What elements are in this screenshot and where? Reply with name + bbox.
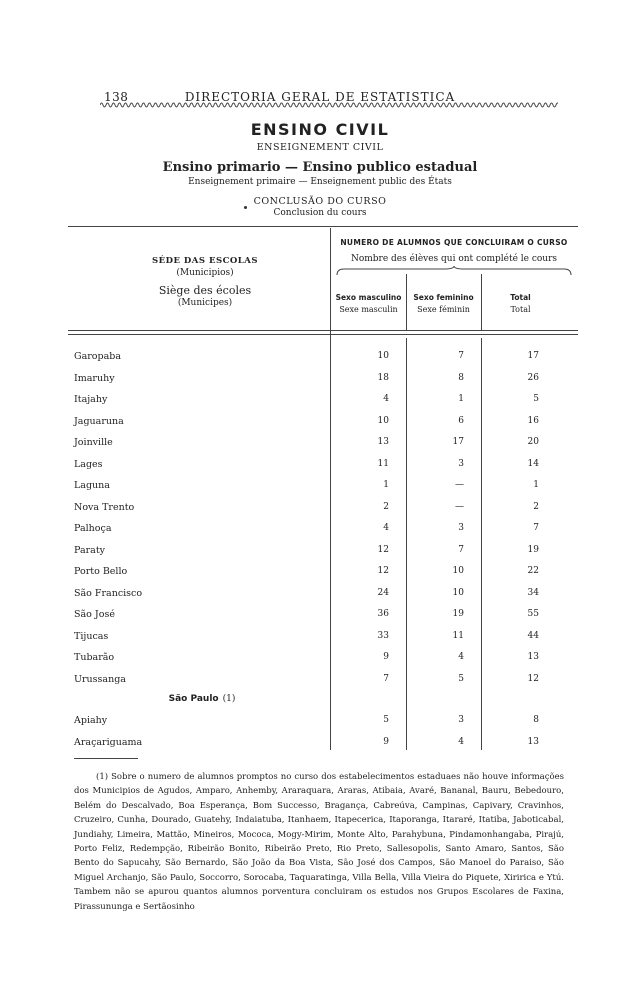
table-row-label: Joinville (74, 437, 113, 448)
value-male: 4 (383, 523, 389, 533)
value-female: 3 (458, 715, 464, 725)
value-total: 55 (527, 609, 539, 619)
value-total: 16 (527, 416, 539, 426)
subcolumn-divider (406, 274, 407, 330)
value-female: 7 (458, 545, 464, 555)
table-row-label: Itajahy (74, 394, 108, 405)
value-male: 24 (377, 588, 389, 598)
table-row-label: Palhoça (74, 523, 112, 534)
table-row-label: Porto Bello (74, 566, 128, 577)
value-total: 2 (533, 502, 539, 512)
value-total: 44 (527, 631, 539, 641)
value-female: 4 (458, 652, 464, 662)
value-total: 19 (527, 545, 539, 555)
value-total: 13 (527, 652, 539, 662)
footnote-rule (74, 758, 138, 759)
page-number: 138 (104, 90, 129, 104)
col-total-header: Total (510, 293, 531, 302)
table-heading-fr: Enseignement primaire — Enseignement public des États (188, 177, 452, 187)
table-row-label: Jaguaruna (74, 416, 124, 427)
value-male: 10 (377, 351, 389, 361)
table-row-label: Tubarão (74, 652, 115, 663)
footnote: (1) Sobre o numero de alumnos promptos no curso dos estabelecimentos estaduaes não houve informações dos Municipios de Agudos, Amparo, Anhemby, Araraquara, Araras, Atibaia, Avaré, Bananal, Bauru, Bebedouro, Belém do Descalvado, Boa Esperança, Bom Successo, Bragança, Cabreúva, Campinas, Capivary, Cravinhos, Cruzeiro, Cunha, Dourado, Guatehy, Indaiatuba, Itanhaem, Itapecerica, Itaporanga, Itararé, Itatiba, Jaboticabal, Jundiahy, Limeira, Mattão, Mineiros, Mococa, Mogy-Mirim, Monte Alto, Parahybuna, Pindamonhangaba, Pirajú, Porto Feliz, Redempção, Ribeirão Bonito, Ribeirão Preto, Rio Preto, Sallesopolis, Santo Amaro, Santos, São Bento do Sapucahy, São Bernardo, São João da Boa Vista, São José dos Campos, São Manoel do Paraiso, São Miguel Archanjo, São Paulo, Soccorro, Sorocaba, Taquaratinga, Villa Bella, Villa Vieira do Piquete, Xiririca e Ytú. Tambem não se apurou quantos alumnos porventura concluiram os estudos nos Grupos Escolares de Faxina, Pirassununga e Sertãosinho (74, 772, 564, 912)
value-total: 26 (527, 373, 539, 383)
header-rule (68, 330, 578, 331)
page-subtitle: ENSEIGNEMENT CIVIL (256, 142, 384, 153)
group-header-fr: Nombre des élèves qui ont complété le cours (350, 254, 558, 264)
value-male: 36 (377, 609, 389, 619)
value-male: 13 (377, 437, 389, 447)
col-school-header-fr: Siège des écoles (158, 284, 252, 297)
value-female: 10 (452, 588, 464, 598)
value-total: 5 (533, 394, 539, 404)
subcolumn-divider (481, 274, 482, 330)
value-male: 9 (383, 652, 389, 662)
value-total: 14 (527, 459, 539, 469)
table-row-label: Apiahy (74, 715, 108, 726)
value-total: 1 (533, 480, 539, 490)
value-female: 8 (458, 373, 464, 383)
table-row-label: Laguna (74, 480, 110, 491)
value-total: 17 (527, 351, 539, 361)
running-title: DIRECTORIA GERAL DE ESTATISTICA (184, 90, 456, 104)
table-row-label: Tijucas (74, 631, 109, 642)
footnote-ref: (1) (222, 694, 236, 704)
col-male-header: Sexo masculino (335, 293, 402, 302)
table-top-rule (68, 226, 578, 227)
value-male: 18 (377, 373, 389, 383)
section-title-fr: Conclusion du cours (273, 208, 367, 218)
col-school-sub: (Municipios) (176, 268, 234, 278)
value-male: 7 (383, 674, 389, 684)
state-name: São Paulo (168, 694, 219, 704)
value-male: 2 (383, 502, 389, 512)
value-female: 7 (458, 351, 464, 361)
value-male: 12 (377, 566, 389, 576)
value-female: — (455, 480, 464, 490)
page-title: ENSINO CIVIL (250, 120, 390, 139)
ink-dot (244, 206, 247, 209)
value-male: 5 (383, 715, 389, 725)
value-female: 5 (458, 674, 464, 684)
value-female: 3 (458, 523, 464, 533)
value-male: 9 (383, 737, 389, 747)
table-row-label: Garopaba (74, 351, 122, 362)
col-female-header-fr: Sexe féminin (417, 305, 470, 314)
group-header: NUMERO DE ALUMNOS QUE CONCLUIRAM O CURSO (340, 238, 568, 247)
table-row-label: Lages (74, 459, 103, 470)
value-male: 4 (383, 394, 389, 404)
col-total-header-fr: Total (510, 305, 531, 314)
value-female: 3 (458, 459, 464, 469)
wavy-rule (100, 100, 558, 110)
col-female-header: Sexo feminino (413, 293, 474, 302)
value-female: 17 (452, 437, 464, 447)
value-total: 7 (533, 523, 539, 533)
value-female: 11 (452, 631, 464, 641)
value-male: 33 (377, 631, 389, 641)
value-total: 13 (527, 737, 539, 747)
table-row-label: São José (74, 609, 115, 620)
value-male: 12 (377, 545, 389, 555)
group-brace (336, 266, 572, 276)
col-school-sub-fr: (Municipes) (177, 298, 233, 308)
header-rule-double (68, 334, 578, 335)
section-title: CONCLUSÃO DO CURSO (253, 196, 387, 207)
col-school-header: SÉDE DAS ESCOLAS (152, 256, 258, 266)
table-row-label: Paraty (74, 545, 106, 556)
state-section-row (74, 694, 330, 704)
value-total: 12 (527, 674, 539, 684)
col-male-header-fr: Sexe masculin (339, 305, 398, 314)
value-total: 20 (527, 437, 539, 447)
value-female: 1 (458, 394, 464, 404)
value-female: — (455, 502, 464, 512)
table-heading: Ensino primario — Ensino publico estadual (162, 160, 478, 175)
value-female: 19 (452, 609, 464, 619)
value-male: 1 (383, 480, 389, 490)
value-total: 22 (527, 566, 539, 576)
table-row-label: Araçariguama (74, 737, 143, 748)
table-row-label: Nova Trento (74, 502, 135, 513)
value-male: 11 (377, 459, 389, 469)
value-total: 8 (533, 715, 539, 725)
table-row-label: Imaruhy (74, 373, 115, 384)
value-female: 6 (458, 416, 464, 426)
value-female: 4 (458, 737, 464, 747)
table-row-label: Urussanga (74, 674, 126, 685)
value-female: 10 (452, 566, 464, 576)
value-total: 34 (527, 588, 539, 598)
table-row-label: São Francisco (74, 588, 143, 599)
value-male: 10 (377, 416, 389, 426)
